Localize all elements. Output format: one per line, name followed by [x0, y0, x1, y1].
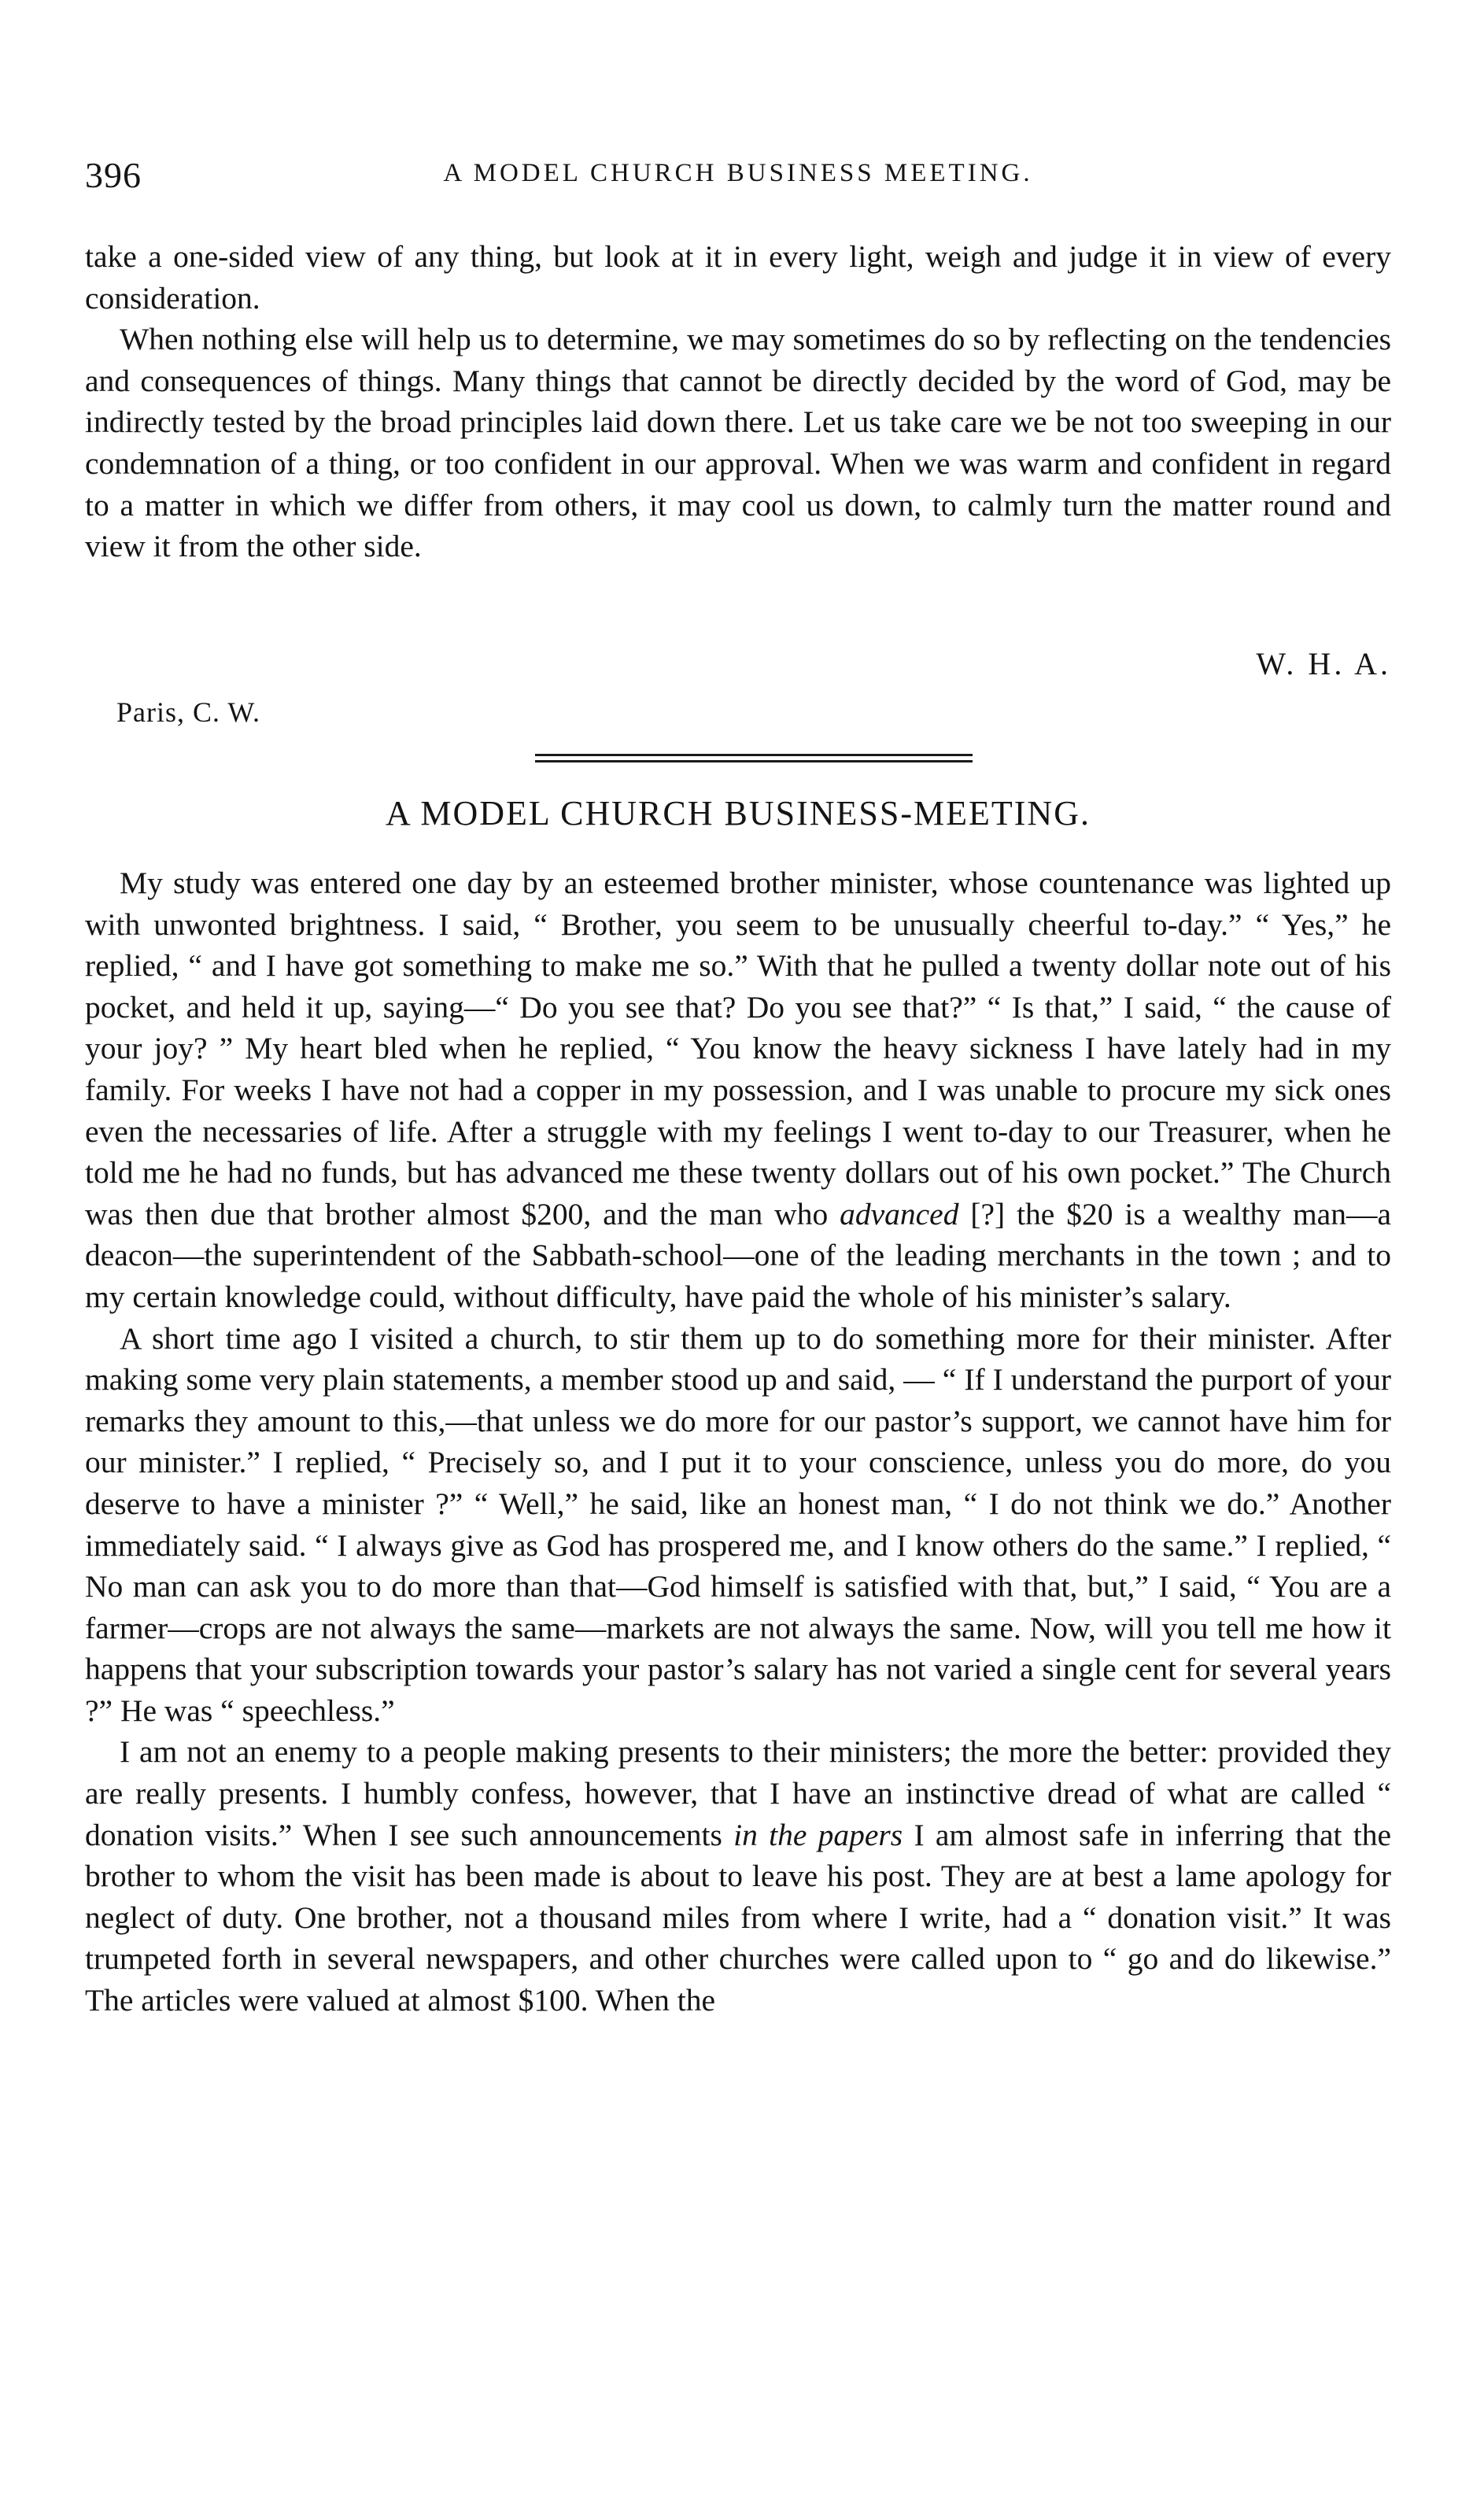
italic-text: advanced [840, 1196, 959, 1231]
paragraph-text: My study was entered one day by an esteemed brother minister, whose countenance was lighted up with unwonted brightness. I said, “ Brother, you seem to be unusually cheerful to-day.” “ Yes,” he replied, “ and I have got something to make me so.” With that he pulled a twenty dollar note out of his pocket, and held it up, saying—“ Do you see that? Do you see that?” “ Is that,” I said, “ the cause of your joy? ” My heart bled when he replied, “ You know the heavy sickness I have lately had in my family. For weeks I have not had a copper in my possession, and I was unable to procure my sick ones even the necessaries of life. After a struggle with my feelings I went to-day to our Treasurer, when he told me he had no funds, but has advanced me these twenty dollars out of his own pocket.” The Church was then due that brother almost $200, and the man who [85, 866, 1391, 1231]
paragraph-text: [?] the $20 is a wealthy man—a deacon—the superintendent of the Sabbath-school—one of the leading merchants in the town ; and to my certain knowledge could, without difficulty, have paid the whole of his minister’s salary. [85, 1196, 1391, 1314]
divider-line [535, 760, 973, 762]
article-title: A MODEL CHURCH BUSINESS-MEETING. [386, 794, 1091, 833]
article-paragraph: A short time ago I visited a church, to stir them up to do something more for their minister. After making some very plain statements, a member stood up and said, — “ If I understand the purport of your remarks they amount to this,—that unless we do more for our pastor’s support, we cannot have him for our minister.” I replied, “ Precisely so, and I put it to your conscience, unless you do more, do you deserve to have a minister ?” “ Well,” he said, like an honest man, “ I do not think we do.” Another immediately said. “ I always give as God has prospered me, and I know others do the same.” I replied, “ No man can ask you to do more than that—God himself is satisfied with that, but,” I said, “ You are a farmer—crops are not always the same—markets are not always the same. Now, will you tell me how it happens that your subscription towards your pastor’s salary has not varied a single cent for several years ?” He was “ speechless.” [85, 1320, 1391, 1728]
divider-line [535, 754, 973, 756]
paragraph-text: I am not an enemy to a people making presents to their ministers; the more the better: provided they are really presents. I humbly confess, however, that I have an instinctive dread of what are called “ donation visits.” When I see such announcements [85, 1734, 1391, 1852]
italic-text: in the papers [733, 1817, 903, 1852]
article-body [85, 862, 1391, 2021]
article-paragraph [85, 862, 1391, 1318]
running-title: A MODEL CHURCH BUSINESS MEETING. [443, 159, 1033, 187]
section-divider-rule [535, 754, 973, 765]
dateline: Paris, C. W. [116, 696, 261, 728]
previous-article-paragraph: When nothing else will help us to determine, we may sometimes do so by reflecting on the tendencies and consequences of things. Many things that cannot be directly decided by the word of God, may be indirectly tested by the broad principles laid down there. Let us take care we be not too sweeping in our condemnation of a thing, or too confident in our approval. When we was warm and confident in regard to a matter in which we differ from others, it may cool us down, to calmly turn the matter round and view it from the other side. [85, 322, 1391, 564]
previous-article-paragraph: take a one-sided view of any thing, but look at it in every light, weigh and judge it in view of every consideration. [85, 239, 1391, 316]
previous-article-text [85, 236, 1391, 567]
running-header [85, 154, 1391, 201]
page-number: 396 [85, 155, 142, 195]
article-paragraph [85, 1731, 1391, 2021]
author-signature: W. H. A. [1256, 646, 1391, 681]
paragraph-text: I am almost safe in inferring that the brother to whom the visit has been made is about to leave his post. They are at best a lame apology for neglect of duty. One brother, not a thousand miles from where I write, had a “ donation visit.” It was trumpeted forth in several newspapers, and other churches were called upon to “ go and do likewise.” The articles were valued at almost $100. When the [85, 1817, 1391, 2018]
